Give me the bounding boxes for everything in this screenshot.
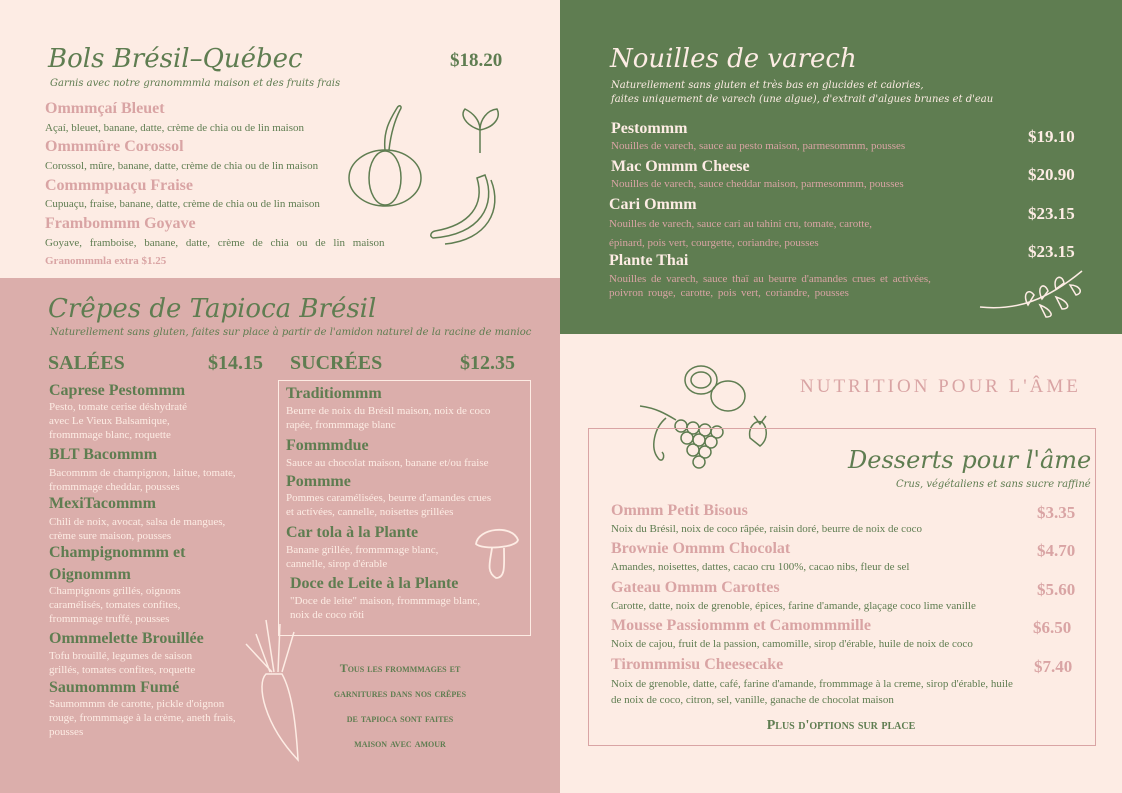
- sucrees-label: SUCRÉES: [290, 352, 383, 374]
- salee-desc: Saumommm de carotte, pickle d'oignon rouge, frommmage à la crème, aneth frais, pousses: [49, 698, 236, 738]
- salee-desc: Champignons grillés, oignons caramélisés, tomates confites, frommmage truffé, pousses: [49, 585, 181, 625]
- more-options: Plus d'options sur place: [766, 718, 916, 733]
- nouille-desc: Nouilles de varech, sauce cari au tahini cru, tomate, carotte, épinard, pois vert, courgette, coriandre, pousses: [609, 218, 872, 249]
- nouille-price: $19.10: [1028, 127, 1075, 146]
- salees-label: SALÉES: [48, 352, 125, 374]
- sucree-name: Pommme: [286, 473, 351, 490]
- sucree-name: Doce de Leite à la Plante: [290, 575, 459, 592]
- dessert-price: $4.70: [1037, 541, 1076, 560]
- sucree-desc: "Doce de leite" maison, frommmage blanc, noix de coco rôti: [290, 595, 481, 621]
- desserts-subtitle: Crus, végétaliens et sans sucre raffiné: [896, 479, 1091, 490]
- dessert-name: Tirommmisu Cheesecake: [611, 656, 784, 673]
- banana-icon: [425, 170, 505, 250]
- bols-extra: Granommmla extra $1.25: [45, 255, 167, 267]
- bols-item-name: Frambommm Goyave: [45, 215, 196, 232]
- bols-subtitle: Garnis avec notre granommmla maison et des fruits frais: [50, 78, 341, 89]
- nouille-price: $23.15: [1028, 204, 1075, 223]
- desserts-section: [560, 334, 1122, 793]
- dessert-name: Brownie Ommm Chocolat: [611, 540, 791, 557]
- salee-name: Champignommm et: [49, 544, 186, 561]
- bols-item-name: Ommmûre Corossol: [45, 138, 184, 155]
- nouille-desc: Nouilles de varech, sauce thaï au beurre d'amandes crues et activées, poivron rouge, carotte, pois vert, coriandre, pousses: [609, 273, 931, 299]
- salee-name-line2: Oignommm: [49, 566, 131, 583]
- dessert-desc: Noix de cajou, fruit de la passion, camomille, sirop d'érable, huile de noix de coco: [611, 638, 973, 650]
- nouille-name: Plante Thai: [609, 252, 689, 269]
- brand-title: NUTRITION POUR L'ÂME: [800, 376, 1081, 397]
- bols-section: [0, 0, 560, 278]
- nouille-name: Cari Ommm: [609, 196, 697, 213]
- salee-desc: Pesto, tomate cerise déshydraté avec Le Vieux Balsamique, frommmage blanc, roquette: [49, 401, 188, 441]
- salee-desc: Tofu brouillé, legumes de saison grillés, tomates confites, roquette: [49, 650, 196, 676]
- sucree-name: Fommmdue: [286, 437, 369, 454]
- dessert-name: Gateau Ommm Carottes: [611, 579, 780, 596]
- dessert-desc: Noix du Brésil, noix de coco râpée, raisin doré, beurre de noix de coco: [611, 523, 922, 535]
- dessert-desc: Amandes, noisettes, dattes, cacao cru 100%, cacao nibs, fleur de sel: [611, 561, 910, 573]
- sucree-desc: Sauce au chocolat maison, banane et/ou fraise: [286, 457, 489, 469]
- salee-name: BLT Bacommm: [49, 446, 158, 463]
- dessert-desc: Noix de grenoble, datte, café, farine d'amande, frommmage à la creme, sirop d'érable, huile de noix de coco, citron, sel, vanille, ganache de chocolat maison: [611, 678, 1013, 706]
- sucrees-price: $12.35: [460, 352, 515, 374]
- bols-price: $18.20: [450, 50, 503, 71]
- bols-item-desc: Açaí, bleuet, banane, datte, crème de chia ou de lin maison: [45, 122, 305, 134]
- crepes-title: Crêpes de Tapioca Brésil: [48, 294, 377, 324]
- salee-desc: Bacommm de champignon, laitue, tomate, frommmage cheddar, pousses: [49, 467, 236, 493]
- dessert-desc: Carotte, datte, noix de grenoble, épices, farine d'amande, glaçage coco lime vanille: [611, 600, 976, 612]
- bols-item-desc: Corossol, mûre, banane, datte, crème de chia ou de lin maison: [45, 160, 319, 172]
- nouille-price: $20.90: [1028, 165, 1075, 184]
- dessert-price: $7.40: [1034, 657, 1073, 676]
- leaf-icon: [455, 105, 505, 155]
- salee-name: MexiTacommm: [49, 495, 156, 512]
- bols-title: Bols Brésil–Québec: [48, 44, 303, 74]
- salee-name: Caprese Pestommm: [49, 382, 186, 399]
- dessert-price: $3.35: [1037, 503, 1076, 522]
- nouille-name: Pestommm: [611, 120, 688, 137]
- pumpkin-icon: [345, 100, 425, 210]
- bols-item-name: Ommmçaí Bleuet: [45, 100, 165, 117]
- dessert-name: Mousse Passiommm et Camommmille: [611, 617, 871, 634]
- dessert-price: $5.60: [1037, 580, 1076, 599]
- salee-desc: Chili de noix, avocat, salsa de mangues, crème sure maison, pousses: [49, 516, 226, 542]
- sucree-name: Car tola à la Plante: [286, 524, 419, 541]
- nouille-price: $23.15: [1028, 242, 1075, 261]
- bols-item-name: Commmpuaçu Fraise: [45, 177, 193, 194]
- desserts-title: Desserts pour l'âme: [848, 446, 1092, 474]
- salee-name: Ommmelette Brouillée: [49, 630, 204, 647]
- salee-name: Saumommm Fumé: [49, 679, 180, 696]
- nouilles-section: [560, 0, 1122, 334]
- nouilles-title: Nouilles de varech: [610, 44, 857, 74]
- bols-item-desc: Goyave, framboise, banane, datte, crème de chia ou de lin maison: [45, 237, 385, 249]
- sucree-name: Traditiommm: [286, 385, 382, 402]
- bols-item-desc: Cupuaçu, fraise, banane, datte, crème de chia ou de lin maison: [45, 198, 320, 210]
- sucree-desc: Beurre de noix du Brésil maison, noix de coco rapée, frommmage blanc: [286, 405, 491, 431]
- nouille-desc: Nouilles de varech, sauce cheddar maison, parmesommm, pousses: [611, 178, 904, 190]
- herb-sprig-icon: [978, 265, 1088, 325]
- dessert-name: Ommm Petit Bisous: [611, 502, 748, 519]
- crepes-subtitle: Naturellement sans gluten, faites sur place à partir de l'amidon naturel de la racine de manioc: [50, 327, 532, 338]
- dessert-price: $6.50: [1033, 618, 1072, 637]
- sucree-desc: Banane grillée, frommmage blanc, cannelle, sirop d'érable: [286, 544, 439, 570]
- nouille-desc: Nouilles de varech, sauce au pesto maison, parmesommm, pousses: [611, 140, 906, 152]
- sucree-desc: Pommes caramélisées, beurre d'amandes crues et actívées, cannelle, noisettes grillées: [286, 492, 492, 518]
- mushroom-icon: [472, 522, 522, 582]
- crepes-section: [0, 278, 560, 793]
- nouille-name: Mac Ommm Cheese: [611, 158, 750, 175]
- nouilles-subtitle: Naturellement sans gluten et très bas en glucides et calories, faites uniquement de varech (une algue), d'extrait d'algues brunes et d'eau: [611, 80, 994, 105]
- crepes-note: Tous les frommmages et garnitures dans nos crêpes de tapioca sont faites maison avec amour: [333, 661, 467, 750]
- salees-price: $14.15: [208, 352, 263, 374]
